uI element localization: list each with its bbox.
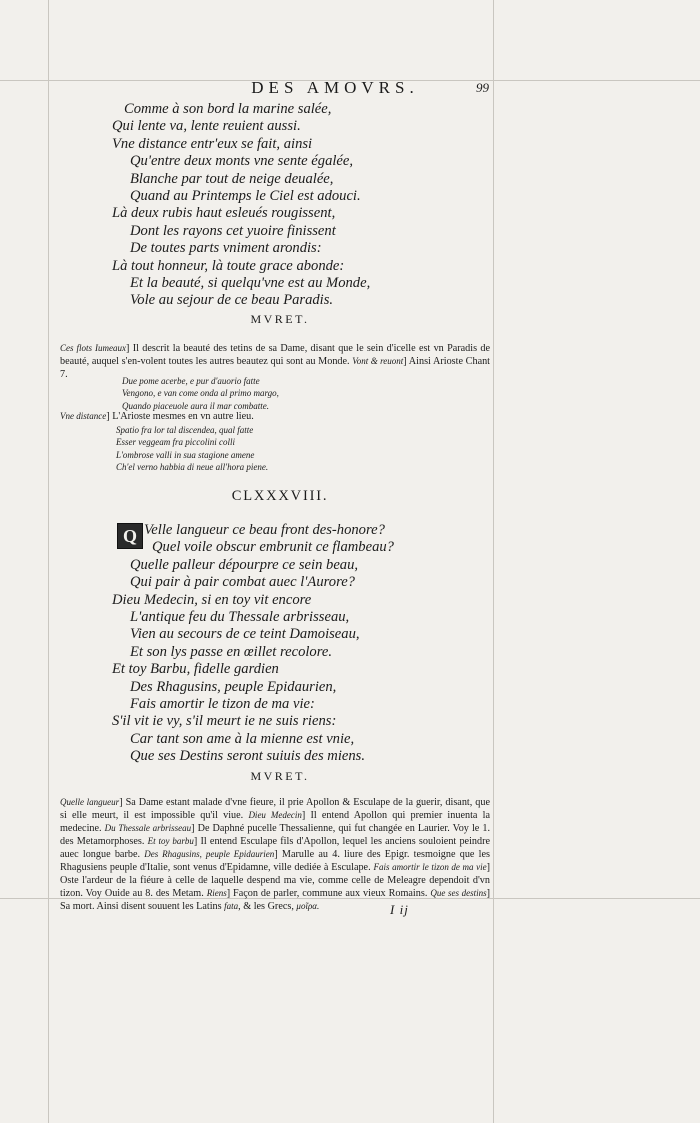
quote-line: Vengono, e van come onda al primo margo,	[122, 388, 279, 399]
signature-mark: I ij	[390, 902, 409, 917]
verse-line: S'il vit ie vy, s'il meurt ie ne suis riens:	[112, 713, 337, 730]
italian-quotation	[116, 424, 268, 474]
verse-line: Dont les rayons cet yuoire finissent	[130, 222, 336, 239]
verse-line: Blanche par tout de neige deualée,	[130, 170, 334, 187]
quote-line: Quando piaceuole aura il mar combatte.	[122, 400, 269, 411]
commentary-heading: MVRET.	[250, 312, 310, 326]
lemma: Ces flots Iumeaux	[60, 343, 127, 353]
verse-line: Comme à son bord la marine salée,	[124, 101, 332, 117]
sonnet-verses	[112, 522, 394, 766]
verse-line: Là tout honneur, là toute grace abonde:	[112, 257, 345, 274]
ornamental-initial: Q	[117, 523, 143, 549]
lemma: Vne distance	[60, 411, 107, 421]
page-number: 99	[476, 80, 489, 95]
verse-line: Que ses Destins seront suiuis des miens.	[130, 748, 365, 765]
verse-line: Qu'entre deux monts vne sente égalée,	[130, 153, 354, 170]
verse-line: Vne distance entr'eux se fait, ainsi	[112, 135, 313, 152]
greek-word: μοῖρα.	[296, 901, 320, 911]
verse-line: Vole au sejour de ce beau Paradis.	[130, 292, 334, 309]
quote-line: Ch'el verno habbia di neue all'hora piene.	[116, 462, 269, 473]
verse-line: Qui pair à pair combat auec l'Aurore?	[130, 574, 355, 591]
italian-quotation	[122, 375, 279, 412]
verse-line: Car tant son ame à la mienne est vnie,	[130, 730, 355, 747]
lemma: Que ses destins	[430, 888, 487, 898]
commentary-heading: MVRET.	[250, 769, 310, 783]
verse-line: Quand au Printemps le Ciel est adouci.	[130, 188, 361, 205]
commentary-paragraph: Ces flots Iumeaux] Il descrit la beauté des tetins de sa Dame, disant que le sein d'icelle est vn Paradis de beauté, auquel s'en-volent toutes les autres beautez qui sont au Monde. Vont & reuont] Ainsi Arioste Chant 7.	[60, 343, 491, 380]
quote-line: Esser veggeam fra piccolini colli	[116, 437, 235, 448]
lemma: Du Thessale arbrisseau	[104, 823, 192, 833]
verse-line: Velle langueur ce beau front des-honore?	[144, 522, 385, 538]
commentary-paragraph: Quelle langueur] Sa Dame estant malade d'vne fieure, il prie Apollon & Esculape de la guerir, disant, que si elle meurt, il est impossible qu'il viue. Dieu Medecin] Il entend Apollon qui premier inuenta la medecine. Du Thessale arbrisseau] De Daphné pucelle Thessalienne, qui fut changée en Laurier. Voy le 1. des Metamorphoses. Et toy barbu] Il entend Esculape fils d'Apollon, lequel les anciens souloient peindre auec longue barbe. Des Rhagusins, peuple Epidaurien] Marulle au 4. liure des Epigr. tesmoigne que les Rhagusiens peuple d'Italie, sont venus d'Epidamne, ville dediée à Esculape. Fais amortir le tizon de ma vie] Oste l'ardeur de la fiéure à celle de laquelle despend ma vie, comme celle de Meleagre dependoit d'vn tizon. Voy Ouide au 8. des Metam. Riens] Façon de parler, commune aux vieux Romains. Que ses destins] Sa mort. Ainsi disent souuent les Latins fata, & les Grecs, μοῖρα.	[60, 797, 491, 912]
verse-line: Dieu Medecin, si en toy vit encore	[112, 591, 312, 608]
ruled-line	[493, 0, 494, 1123]
verse-line: De toutes parts vniment arondis:	[130, 240, 322, 257]
verse-line: L'antique feu du Thessale arbrisseau,	[130, 609, 350, 626]
lemma: Et toy barbu	[147, 836, 194, 846]
verse-line: Quelle palleur dépourpre ce sein beau,	[130, 556, 359, 573]
verse-line: Là deux rubis haut esleués rougissent,	[112, 205, 336, 222]
verse-line: Qui lente va, lente reuient aussi.	[112, 118, 301, 135]
verse-line: Des Rhagusins, peuple Epidaurien,	[130, 678, 337, 695]
lemma: Des Rhagusins, peuple Epidaurien	[144, 849, 275, 859]
verse-line: Fais amortir le tizon de ma vie:	[130, 696, 315, 713]
lemma: Fais amortir le tizon de ma vie	[373, 862, 487, 872]
verse-line: Quel voile obscur embrunit ce flambeau?	[152, 539, 394, 556]
quote-line: Spatio fra lor tal discendea, qual fatte	[116, 425, 254, 435]
lemma: Vont & reuont	[352, 356, 404, 366]
running-title: DES AMOVRS.	[251, 78, 419, 97]
verse-line: Et toy Barbu, fidelle gardien	[112, 661, 279, 678]
lemma: fata	[224, 901, 239, 911]
sonnet-verses	[112, 101, 370, 310]
lemma: Quelle langueur	[60, 797, 120, 807]
lemma: Dieu Medecin	[248, 810, 302, 820]
sonnet-number: CLXXXVIII.	[231, 488, 329, 504]
verse-line: Et son lys passe en œillet recolore.	[130, 643, 332, 660]
quote-line: Due pome acerbe, e pur d'auorio fatte	[122, 376, 260, 386]
quote-line: L'ombrose valli in sua stagione amene	[116, 449, 255, 460]
verse-line: Vien au secours de ce teint Damoiseau,	[130, 626, 360, 643]
ruled-line	[48, 0, 49, 1123]
commentary-line: Vne distance] L'Arioste mesmes en vn autre lieu.	[60, 411, 254, 422]
lemma: Riens	[206, 888, 227, 898]
verse-line: Et la beauté, si quelqu'vne est au Monde,	[130, 275, 371, 292]
